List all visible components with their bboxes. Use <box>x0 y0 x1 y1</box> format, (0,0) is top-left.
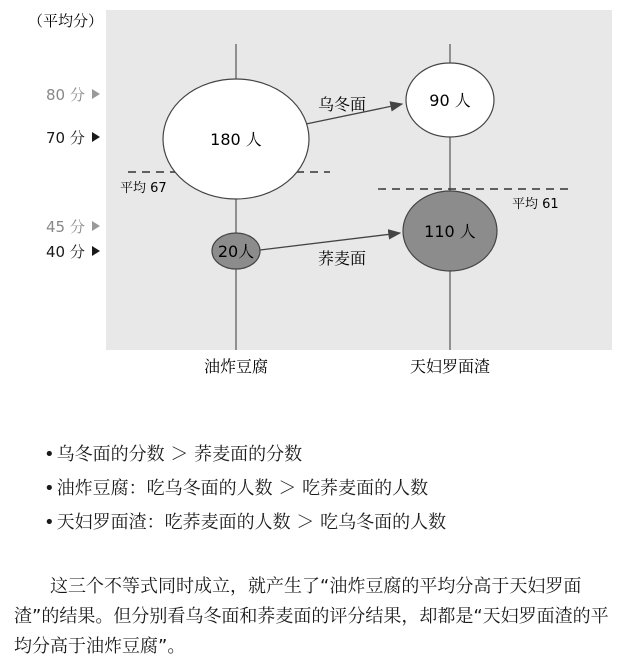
list-item <box>44 438 446 472</box>
arrow-label-soba: 荞麦面 <box>318 249 367 268</box>
list-item-text: 天妇罗面渣：吃荞麦面的人数 ＞ 吃乌冬面的人数 <box>56 512 447 533</box>
category-label-1: 天妇罗面渣 <box>409 357 491 376</box>
category-label-0: 油炸豆腐 <box>203 357 269 376</box>
y-tick-label: 45 分 <box>46 218 85 236</box>
y-tick-arrow-icon <box>92 221 100 231</box>
bubble-3 <box>403 191 497 271</box>
list-item-text: 乌冬面的分数 ＞ 荞麦面的分数 <box>56 444 303 465</box>
y-tick-label: 40 分 <box>46 243 85 261</box>
y-tick-2 <box>46 218 100 236</box>
bubble-label: 90 人 <box>429 91 471 110</box>
list-item <box>44 472 446 506</box>
y-unit-label: （平均分） <box>28 12 104 30</box>
y-tick-arrow-icon <box>92 246 100 256</box>
bullet-marker: • <box>44 444 55 465</box>
y-tick-label: 70 分 <box>46 129 85 147</box>
y-tick-arrow-icon <box>92 132 100 142</box>
y-tick-3 <box>46 243 100 261</box>
y-tick-arrow-icon <box>92 89 100 99</box>
inequality-list <box>44 438 446 540</box>
list-item <box>44 506 446 540</box>
y-tick-1 <box>46 129 100 147</box>
explanation-paragraph: 这三个不等式同时成立，就产生了“油炸豆腐的平均分高于天妇罗面渣”的结果。但分别看乌冬面和荞麦面的评分结果，却都是“天妇罗面渣的平均分高于油炸豆腐”。 <box>14 576 609 657</box>
bubble-0 <box>163 79 309 199</box>
average-label-0: 平均 67 <box>120 181 167 196</box>
bubble-1 <box>212 233 260 269</box>
bullet-marker: • <box>44 512 55 533</box>
arrow-label-udon: 乌冬面 <box>318 95 367 114</box>
bubble-label: 20人 <box>217 242 255 261</box>
average-label-1: 平均 61 <box>512 197 559 212</box>
y-tick-0 <box>46 86 100 104</box>
y-tick-label: 80 分 <box>46 86 85 104</box>
bubble-label: 110 人 <box>424 222 476 241</box>
bullet-marker: • <box>44 478 55 499</box>
list-item-text: 油炸豆腐：吃乌冬面的人数 ＞ 吃荞麦面的人数 <box>56 478 429 499</box>
bubble-label: 180 人 <box>210 130 262 149</box>
bubble-2 <box>406 63 494 137</box>
